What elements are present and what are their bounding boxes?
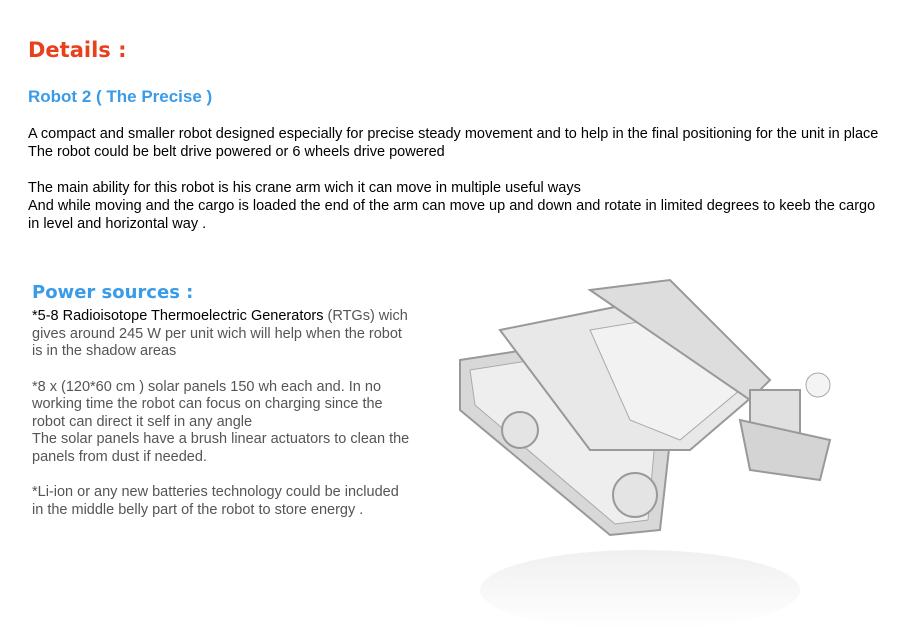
intro-line: A compact and smaller robot designed especially for precise steady movement and to help in the final positioning for the unit in place: [28, 126, 879, 142]
rtg-desc: (RTGs) wich gives around 245 W per unit wich will help when the robot is in the shadow areas: [32, 308, 408, 359]
robot-render-image: [440, 270, 840, 640]
rtg-paragraph: [32, 308, 412, 361]
battery-paragraph: *Li-ion or any new batteries technology could be included in the middle belly part of the robot to store energy .: [32, 484, 399, 518]
robot-title: Robot 2 ( The Precise ): [28, 87, 213, 106]
power-sources-title: Power sources :: [32, 282, 194, 303]
solar-paragraph: *8 x (120*60 cm ) solar panels 150 wh each and. In no working time the robot can focus on charging since the robot can direct it self in any angle: [32, 378, 383, 430]
solar-cleaning: The solar panels have a brush linear actuators to clean the panels from dust if needed.: [32, 431, 410, 465]
intro-line: And while moving and the cargo is loaded the end of the arm can move up and down and rotate in limited degrees to keeb the cargo in level and horizontal way .: [28, 198, 876, 232]
intro-line: The main ability for this robot is his crane arm wich it can move in multiple useful ways: [28, 180, 581, 196]
power-sources-text: [32, 308, 412, 519]
page-heading: Details :: [28, 38, 127, 62]
intro-text: [28, 125, 888, 233]
intro-line: The robot could be belt drive powered or 6 wheels drive powered: [28, 144, 445, 160]
rtg-name: *5-8 Radioisotope Thermoelectric Generators: [32, 308, 324, 324]
